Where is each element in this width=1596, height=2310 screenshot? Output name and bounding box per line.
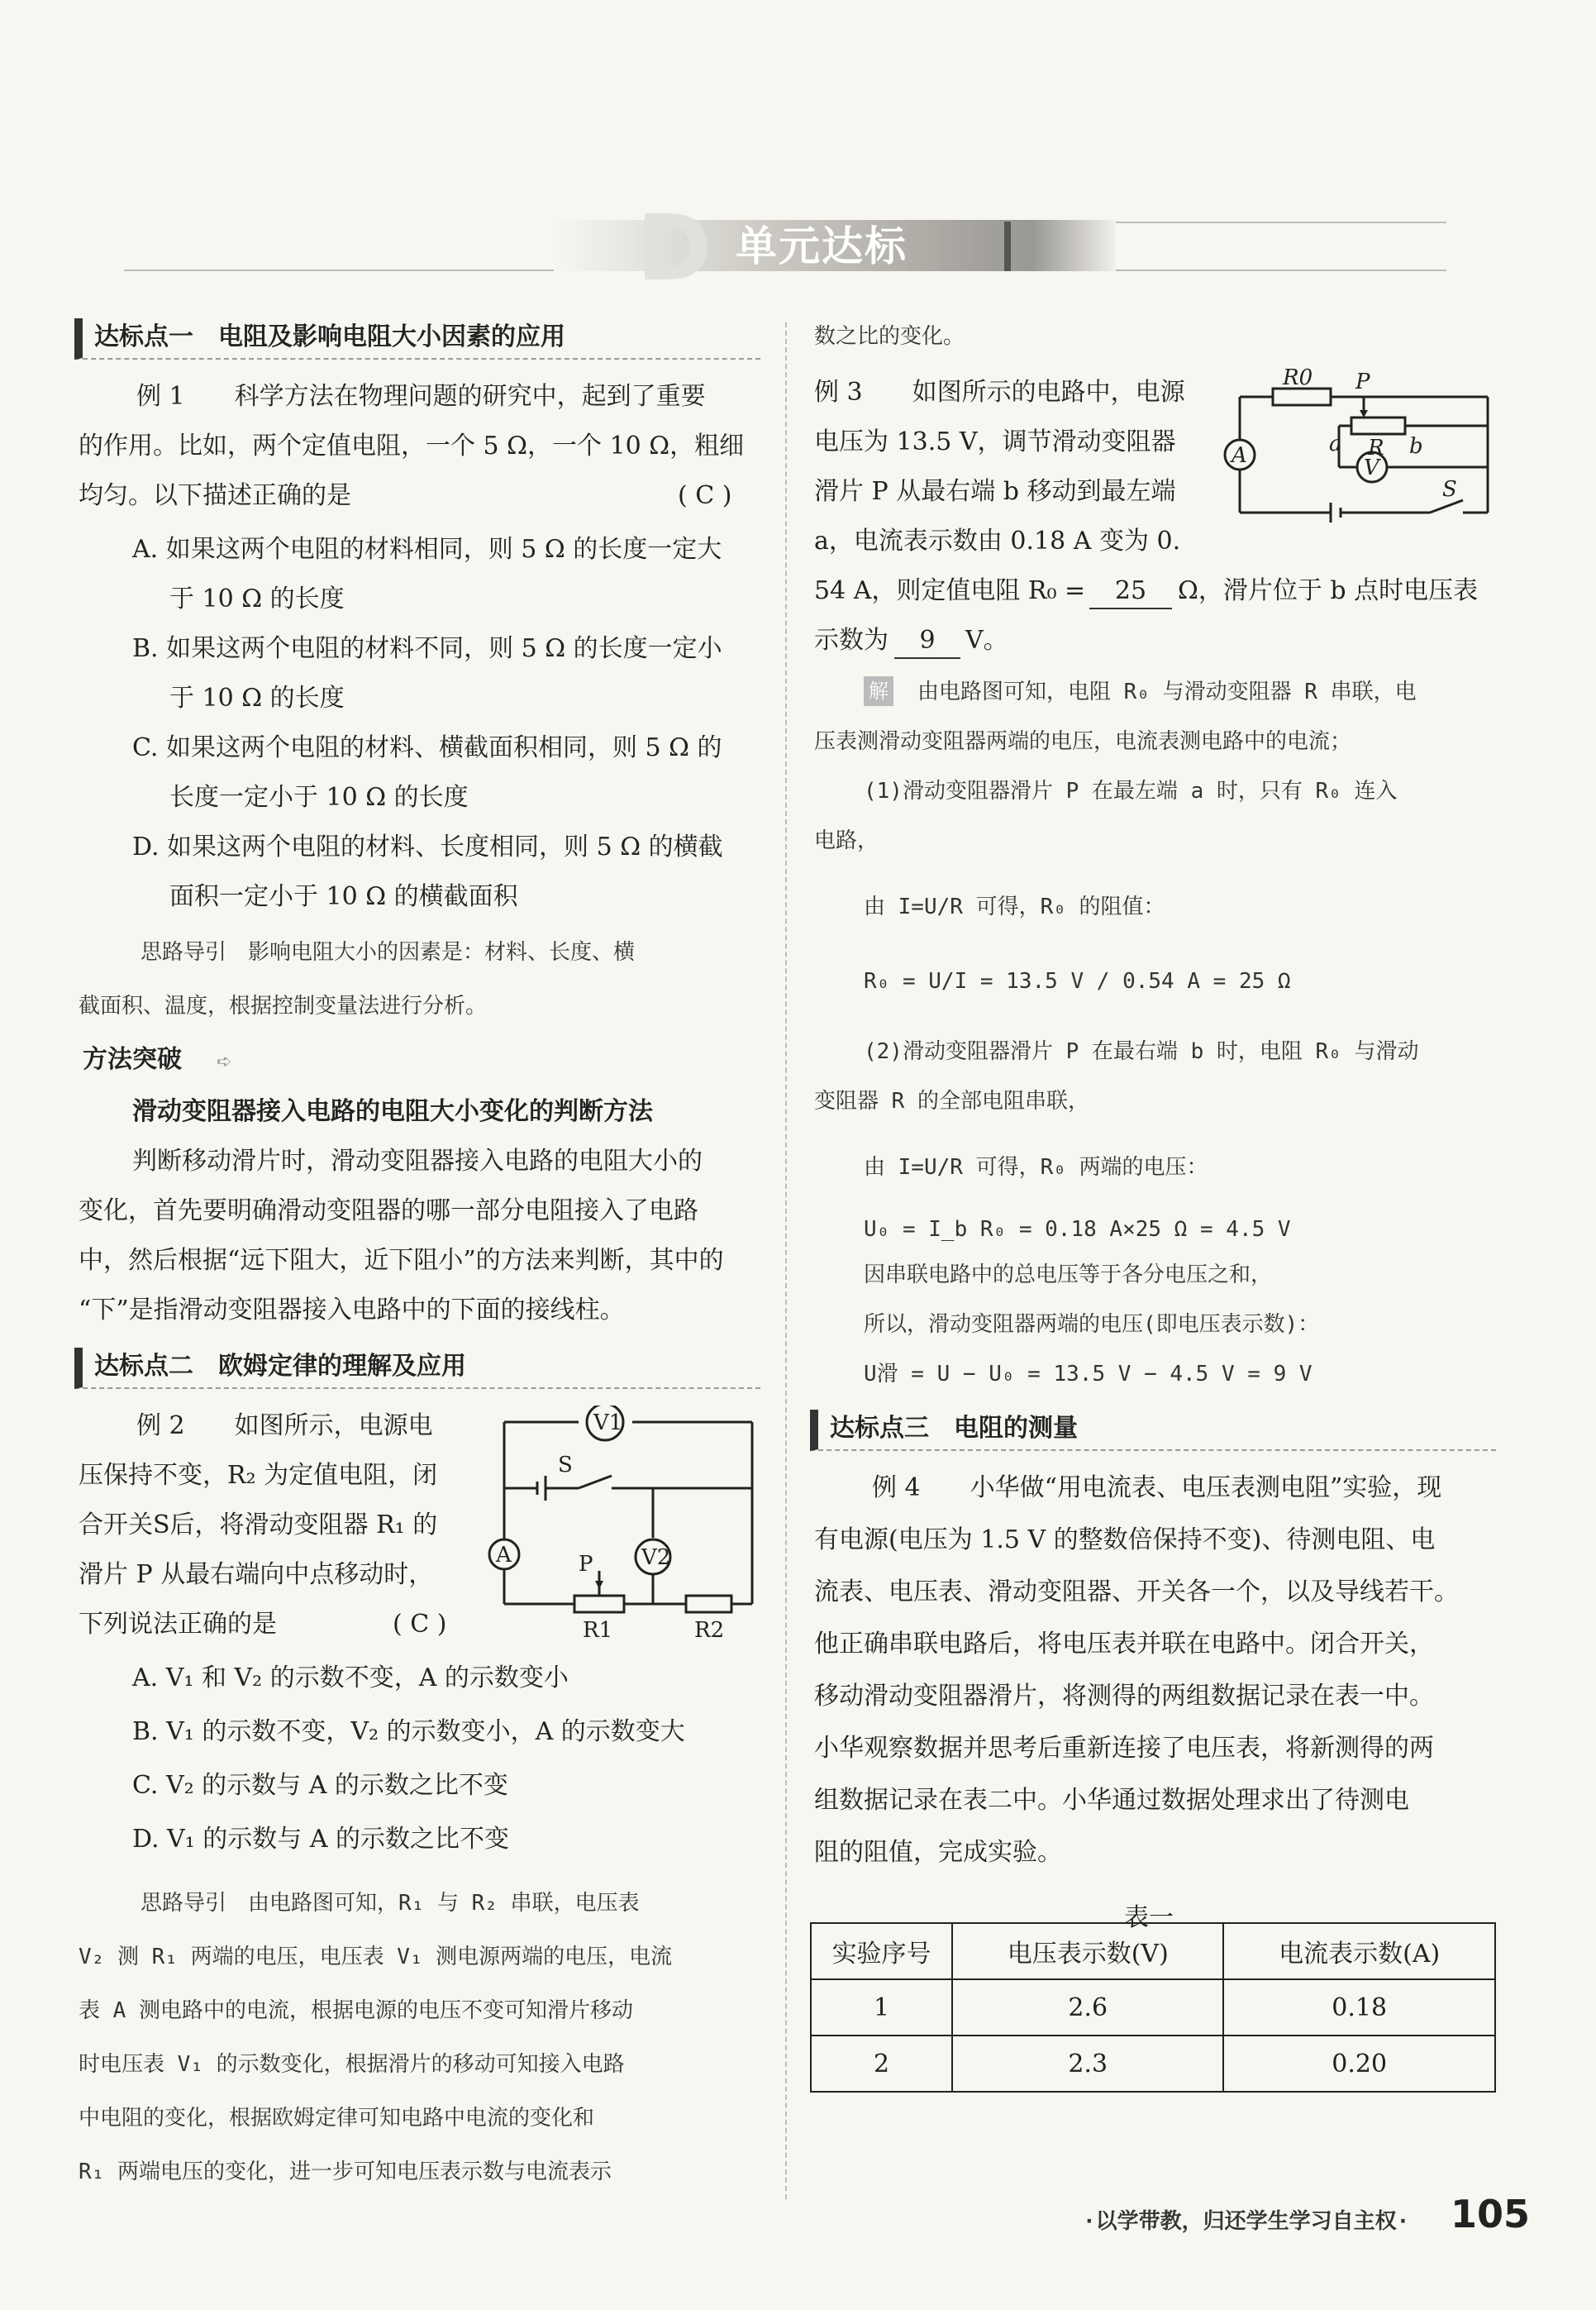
ex3-line: 例 3 如图所示的电路中，电源	[814, 378, 1185, 407]
solution-line: 所以，滑动变阻器两端的电压(即电压表示数)：	[864, 1312, 1320, 1337]
ex2-guide: 思路导引 由电路图可知，R₁ 与 R₂ 串联，电压表	[141, 1891, 640, 1916]
method-heading: 方法突破	[83, 1045, 182, 1074]
ex2-answer: ( C )	[393, 1610, 447, 1639]
ex4-line: 阻的阻值，完成实验。	[814, 1838, 1062, 1867]
method-arrow-icon: ➪	[217, 1052, 232, 1072]
ex2-label: V2	[641, 1545, 671, 1570]
ex1-option: B. 如果这两个电阻的材料不同，则 5 Ω 的长度一定小	[132, 634, 722, 663]
table-title: 表一	[1124, 1903, 1174, 1932]
ex4-line: 流表、电压表、滑动变阻器、开关各一个，以及导线若干。	[814, 1577, 1459, 1606]
table-cell: 2.3	[952, 2036, 1223, 2092]
table-row	[811, 1979, 1495, 2036]
ex1-line: 例 1 科学方法在物理问题的研究中，起到了重要	[136, 382, 706, 411]
unit-title: 单元达标	[736, 222, 908, 270]
solution-line: U滑 = U − U₀ = 13.5 V − 4.5 V = 9 V	[864, 1362, 1313, 1386]
ex3-label: P	[1355, 370, 1370, 394]
ex2-label: A	[496, 1543, 512, 1568]
ex1-guide: 截面积、温度，根据控制变量法进行分析。	[79, 994, 488, 1019]
ex3-line: 电压为 13.5 V，调节滑动变阻器	[814, 427, 1176, 456]
ex1-option: 面积一定小于 10 Ω 的横截面积	[169, 882, 518, 911]
ex1-guide: 思路导引 影响电阻大小的因素是：材料、长度、横	[141, 940, 636, 965]
section-heading-3: 达标点三 电阻的测量	[810, 1410, 1496, 1451]
ex3-line: 54 A，则定值电阻 R₀ =	[814, 576, 1086, 605]
solution-line: 电路，	[814, 828, 879, 853]
ex2-option: B. V₁ 的示数不变，V₂ 的示数变小，A 的示数变大	[132, 1717, 685, 1746]
ex2-label: P	[579, 1552, 593, 1577]
ex3-after-1: Ω，滑片位于 b 点时电压表	[1178, 576, 1479, 605]
ex2-label: R2	[694, 1618, 725, 1643]
ex3-label: R	[1368, 436, 1384, 461]
ex2-guide: 表 A 测电路中的电流，根据电源的电压不变可知滑片移动	[79, 1998, 633, 2023]
ex4-line: 有电源(电压为 1.5 V 的整数倍保持不变)、待测电阻、电	[814, 1525, 1436, 1554]
ex2-guide: V₂ 测 R₁ 两端的电压，电压表 V₁ 测电源两端的电压，电流	[79, 1945, 673, 1969]
ex3-blank-1-value: 25	[1089, 575, 1172, 609]
ex3-circuit-diagram	[1223, 364, 1504, 537]
ex3-blank-1	[1089, 575, 1172, 609]
ex3-label: S	[1442, 477, 1457, 502]
ex2-line: 例 2 如图所示，电源电	[136, 1411, 433, 1440]
table-header-cell: 电压表示数(V)	[952, 1923, 1223, 1979]
ex2-label: V1	[593, 1410, 623, 1435]
ex2-guide: 中电阻的变化，根据欧姆定律可知电路中电流的变化和	[79, 2106, 595, 2131]
ex3-label: b	[1409, 434, 1423, 459]
ex2-circuit-diagram	[488, 1406, 769, 1645]
solution-line: (2)滑动变阻器滑片 P 在最右端 b 时，电阻 R₀ 与滑动	[864, 1039, 1419, 1064]
solution-line: 由 I=U/R 可得，R₀ 两端的电压：	[864, 1155, 1208, 1180]
table-cell: 1	[811, 1979, 952, 2036]
ex4-line: 小华观察数据并思考后重新连接了电压表，将新测得的两	[814, 1734, 1434, 1763]
ex4-line: 他正确串联电路后，将电压表并联在电路中。闭合开关，	[814, 1630, 1434, 1659]
ex2-label: R1	[583, 1618, 613, 1643]
table-cell: 0.20	[1223, 2036, 1495, 2092]
column-divider	[785, 322, 787, 2199]
method-line: 判断移动滑片时，滑动变阻器接入电路的电阻大小的	[132, 1147, 703, 1176]
page-number: 105	[1451, 2192, 1531, 2236]
ex2-label: S	[558, 1453, 573, 1477]
table-header-cell: 电流表示数(A)	[1223, 1923, 1495, 1979]
ex3-line: a，电流表示数由 0.18 A 变为 0.	[814, 527, 1181, 556]
ex3-line: 滑片 P 从最右端 b 移动到最左端	[814, 477, 1176, 506]
ex4-line: 移动滑动变阻器滑片，将测得的两组数据记录在表一中。	[814, 1682, 1434, 1711]
ex2-line: 合开关S后，将滑动变阻器 R₁ 的	[79, 1511, 438, 1539]
ex2-line: 滑片 P 从最右端向中点移动时，	[79, 1560, 434, 1589]
ex1-option: 于 10 Ω 的长度	[169, 684, 345, 713]
ex2-guide: R₁ 两端电压的变化，进一步可知电压表示数与电流表示	[79, 2160, 612, 2184]
solution-line: 变阻器 R 的全部电阻串联，	[814, 1089, 1089, 1114]
ex3-label: V	[1364, 456, 1379, 480]
data-table	[810, 1922, 1496, 2093]
solution-line: (1)滑动变阻器滑片 P 在最左端 a 时，只有 R₀ 连入	[864, 779, 1398, 804]
ex2-option: A. V₁ 和 V₂ 的示数不变，A 的示数变小	[132, 1663, 569, 1692]
ex3-label: A	[1232, 443, 1247, 468]
section-heading-2: 达标点二 欧姆定律的理解及应用	[74, 1348, 760, 1389]
solution-icon: 解	[864, 676, 893, 706]
ex1-line: 均匀。以下描述正确的是	[79, 481, 351, 510]
ex2-line: 下列说法正确的是	[79, 1610, 277, 1639]
solution-line: R₀ = U/I = 13.5 V / 0.54 A = 25 Ω	[864, 969, 1291, 994]
col2-continuation: 数之比的变化。	[814, 324, 965, 349]
ex1-line: 的作用。比如，两个定值电阻，一个 5 Ω，一个 10 Ω，粗细	[79, 432, 745, 461]
ex4-line: 例 4 小华做“用电流表、电压表测电阻”实验，现	[872, 1473, 1442, 1502]
ex3-label: a	[1329, 432, 1342, 456]
table-header-cell: 实验序号	[811, 1923, 952, 1979]
solution-line: 因串联电路中的总电压等于各分电压之和，	[864, 1262, 1273, 1287]
ex3-after-2: V。	[965, 626, 1008, 655]
ex1-option: 长度一定小于 10 Ω 的长度	[169, 783, 469, 812]
table-header-row	[811, 1923, 1495, 1979]
table-cell: 2.6	[952, 1979, 1223, 2036]
table-cell: 0.18	[1223, 1979, 1495, 2036]
method-line: 变化，首先要明确滑动变阻器的哪一部分电阻接入了电路	[79, 1196, 698, 1225]
ex2-option: C. V₂ 的示数与 A 的示数之比不变	[132, 1771, 508, 1800]
method-title: 滑动变阻器接入电路的电阻大小变化的判断方法	[132, 1097, 653, 1126]
ex1-option: C. 如果这两个电阻的材料、横截面积相同，则 5 Ω 的	[132, 733, 722, 762]
ex3-blank-2-value: 9	[894, 624, 960, 659]
ex3-blank-2	[894, 624, 960, 659]
header-banner	[124, 195, 1446, 301]
ex1-answer: ( C )	[678, 481, 732, 510]
ex3-pre-2: 示数为	[814, 626, 889, 655]
ex2-guide: 时电压表 V₁ 的示数变化，根据滑片的移动可知接入电路	[79, 2052, 625, 2077]
solution-line: 由电路图可知，电阻 R₀ 与滑动变阻器 R 串联，电	[917, 680, 1417, 704]
ex1-option: A. 如果这两个电阻的材料相同，则 5 Ω 的长度一定大	[132, 535, 722, 564]
footer-slogan: ·以学带教，归还学生学习自主权·	[1083, 2209, 1410, 2234]
table-cell: 2	[811, 2036, 952, 2092]
header-letter-d: D	[636, 195, 712, 301]
solution-line: U₀ = I_b R₀ = 0.18 A×25 Ω = 4.5 V	[864, 1217, 1291, 1242]
ex1-option: D. 如果这两个电阻的材料、长度相同，则 5 Ω 的横截	[132, 833, 723, 861]
ex2-option: D. V₁ 的示数与 A 的示数之比不变	[132, 1825, 510, 1854]
ex3-label: R0	[1283, 365, 1313, 390]
section-heading-1: 达标点一 电阻及影响电阻大小因素的应用	[74, 318, 760, 360]
table-row	[811, 2036, 1495, 2092]
method-line: 中，然后根据“远下阻大，近下阻小”的方法来判断，其中的	[79, 1246, 724, 1275]
ex2-line: 压保持不变，R₂ 为定值电阻，闭	[79, 1461, 438, 1490]
solution-line: 压表测滑动变阻器两端的电压，电流表测电路中的电流；	[814, 729, 1352, 754]
ex1-option: 于 10 Ω 的长度	[169, 585, 345, 613]
header-bar	[1004, 222, 1011, 271]
solution-line: 由 I=U/R 可得，R₀ 的阻值：	[864, 895, 1165, 919]
ex4-line: 组数据记录在表二中。小华通过数据处理求出了待测电	[814, 1786, 1409, 1815]
method-line: “下”是指滑动变阻器接入电路中的下面的接线柱。	[79, 1296, 625, 1324]
